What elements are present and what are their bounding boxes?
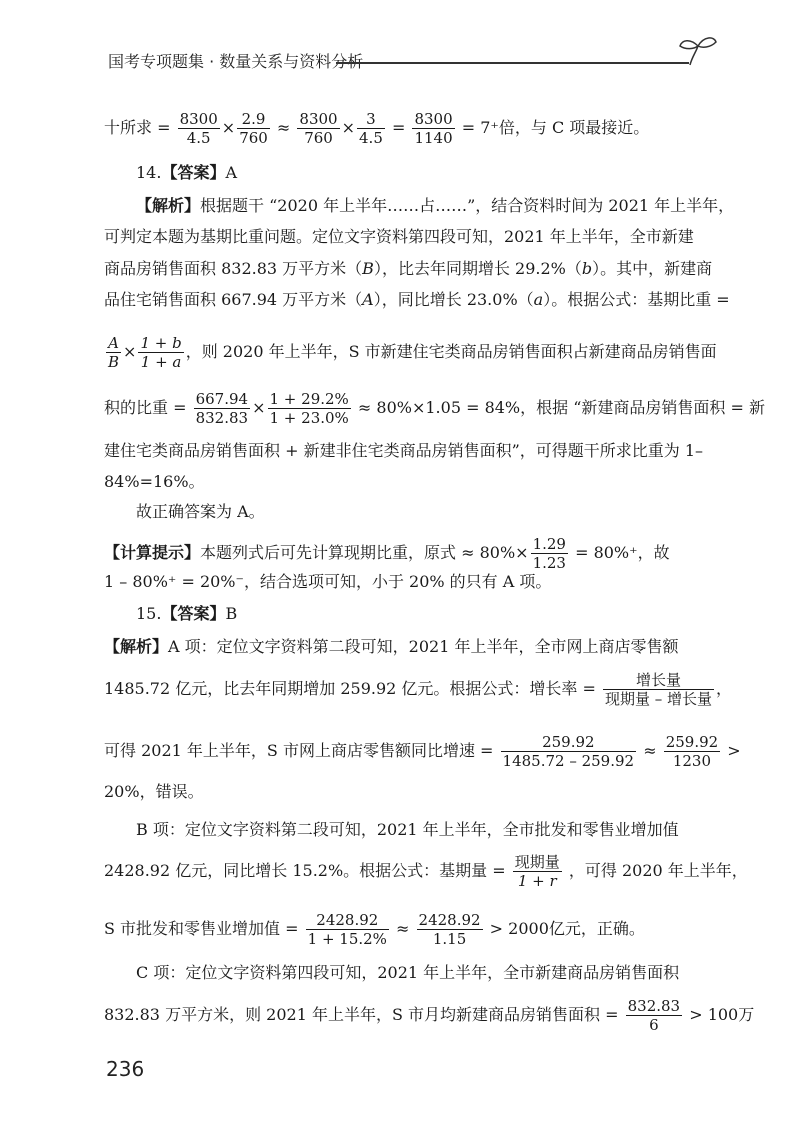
denominator: 1140 — [414, 129, 453, 147]
denominator: 760 — [239, 129, 268, 147]
numerator: 1.29 — [532, 535, 566, 553]
text: 可判定本题为基期比重问题。定位文字资料第四段可知，2021 年上半年，全市新建 — [104, 227, 694, 246]
denominator: 1485.72 – 259.92 — [502, 752, 635, 770]
text: = 7⁺倍，与 C 项最接近。 — [461, 118, 650, 137]
denominator: 4.5 — [186, 129, 211, 147]
numerator: 2428.92 — [418, 911, 481, 929]
line-3 — [136, 196, 734, 216]
fraction — [513, 853, 562, 890]
numerator: 3 — [357, 110, 385, 129]
denominator: B — [108, 353, 120, 371]
approx-sign: ≈ — [643, 741, 657, 760]
fraction — [268, 390, 351, 427]
line-13 — [104, 572, 551, 592]
numerator: 增长量 — [603, 671, 714, 690]
line-23 — [104, 997, 754, 1034]
text: ，则 2020 年上半年，S 市新建住宅类商品房销售面积占新建商品房销售面 — [185, 342, 717, 361]
denominator: 760 — [304, 129, 333, 147]
equals-sign: = — [391, 118, 406, 137]
text: > — [727, 741, 741, 760]
fraction — [531, 535, 568, 572]
text: 可得 2021 年上半年，S 市网上商店零售额同比增速 = — [104, 741, 494, 760]
text: 84%=16%。 — [104, 472, 205, 491]
numerator: 259.92 — [501, 733, 637, 752]
fraction — [178, 110, 220, 147]
header-rule — [336, 62, 689, 64]
line-10 — [104, 472, 205, 492]
text: 根据题干 “2020 年上半年……占……”，结合资料时间为 2021 年上半年， — [200, 196, 735, 215]
analysis-label: 【解析】 — [104, 637, 169, 656]
times-sign: × — [123, 342, 137, 361]
line-12 — [104, 535, 670, 572]
numerator: 1 + 29.2% — [269, 390, 349, 408]
line-16 — [104, 671, 732, 708]
fraction — [357, 110, 385, 147]
denominator: 4.5 — [359, 129, 383, 147]
times-sign: × — [252, 398, 266, 417]
question-number: 15. — [136, 604, 162, 623]
denominator: 1.23 — [532, 554, 566, 572]
denominator: 现期量 – 增长量 — [605, 690, 713, 708]
numerator: 8300 — [179, 110, 218, 128]
text: ，可得 2020 年上半年， — [568, 861, 748, 880]
denominator: 1230 — [672, 752, 712, 770]
text: 本题列式后可先计算现期比重，原式 ≈ 80%× — [200, 543, 529, 562]
text: S 市批发和零售业增加值 = — [104, 919, 299, 938]
variable: a — [533, 290, 544, 309]
text: ， — [716, 679, 733, 698]
text: A 项：定位文字资料第二段可知，2021 年上半年，全市网上商店零售额 — [168, 637, 679, 656]
line-7 — [104, 334, 717, 371]
text: ）。根据公式：基期比重 = — [543, 290, 730, 309]
text: 2428.92 亿元，同比增长 15.2%。根据公式：基期量 = — [104, 861, 506, 880]
fraction — [138, 334, 183, 371]
numerator: 8300 — [299, 110, 338, 128]
fraction — [237, 110, 270, 147]
numerator: 832.83 — [627, 997, 681, 1015]
answer-value: A — [225, 163, 238, 182]
text: > 2000亿元，正确。 — [489, 919, 645, 938]
approx-sign: ≈ — [276, 118, 291, 137]
analysis-label: 【解析】 — [136, 196, 201, 215]
denominator: 1 + 15.2% — [307, 930, 387, 948]
line-20 — [104, 853, 748, 890]
numerator: 667.94 — [195, 390, 249, 408]
numerator: 2428.92 — [306, 911, 389, 930]
line-19 — [136, 820, 679, 840]
answer-value: B — [225, 604, 238, 623]
text: 品住宅销售面积 667.94 万平方米（ — [104, 290, 363, 309]
q14-answer — [136, 163, 237, 183]
q15-answer — [136, 604, 237, 624]
fraction — [106, 334, 121, 371]
fraction — [664, 733, 721, 770]
denominator: 1 + 23.0% — [269, 409, 349, 427]
denominator: 832.83 — [195, 409, 249, 427]
numerator: 现期量 — [514, 853, 560, 871]
approx-sign: ≈ — [396, 919, 410, 938]
line-21 — [104, 911, 645, 948]
text: ），同比增长 23.0%（ — [373, 290, 534, 309]
question-number: 14. — [136, 163, 162, 182]
page-number: 236 — [106, 1057, 145, 1081]
line-11 — [136, 502, 265, 522]
line-8 — [104, 390, 765, 427]
text: ）。其中，新建商 — [592, 259, 713, 278]
denominator: 6 — [649, 1016, 659, 1034]
fraction — [603, 671, 714, 708]
fraction — [417, 911, 483, 948]
numerator: 259.92 — [665, 733, 719, 751]
text: B 项：定位文字资料第二段可知，2021 年上半年，全市批发和零售业增加值 — [136, 820, 679, 839]
line-9 — [104, 441, 703, 461]
numerator: 2.9 — [237, 110, 270, 129]
line-5 — [104, 259, 712, 279]
header-title: 国考专项题集 · 数量关系与资料分析 — [108, 52, 364, 71]
text: 建住宅类商品房销售面积 + 新建非住宅类商品房销售面积”，可得题干所求比重为 1– — [104, 441, 704, 460]
text: 商品房销售面积 832.83 万平方米（ — [104, 259, 363, 278]
text: 积的比重 = — [104, 398, 187, 417]
hint-label: 【计算提示】 — [104, 543, 201, 562]
text: 故正确答案为 A。 — [136, 502, 265, 521]
line-18 — [104, 782, 204, 802]
fraction — [297, 110, 339, 147]
fraction — [626, 997, 683, 1034]
numerator: A — [106, 334, 121, 353]
line-17 — [104, 733, 741, 770]
denominator: 1 + r — [517, 872, 557, 890]
answer-label: 【答案】 — [161, 163, 226, 182]
text: 1485.72 亿元，比去年同期增加 259.92 亿元。根据公式：增长率 = — [104, 679, 596, 698]
line-1 — [104, 110, 649, 147]
line-6 — [104, 290, 730, 310]
fraction — [501, 733, 637, 770]
text: ≈ 80%×1.05 = 84%，根据 “新建商品房销售面积 = 新 — [357, 398, 765, 417]
line-4 — [104, 227, 694, 247]
line-15 — [104, 637, 678, 657]
fraction — [306, 911, 389, 948]
numerator: 1 + b — [140, 334, 182, 352]
text: 20%，错误。 — [104, 782, 204, 801]
answer-label: 【答案】 — [161, 604, 226, 623]
variable: A — [362, 290, 374, 309]
text: C 项：定位文字资料第四段可知，2021 年上半年，全市新建商品房销售面积 — [136, 963, 680, 982]
sprout-icon — [678, 32, 718, 68]
denominator: 1.15 — [432, 930, 467, 948]
fraction — [194, 390, 251, 427]
text: > 100万 — [689, 1005, 755, 1024]
line-22 — [136, 963, 679, 983]
times-sign: × — [221, 118, 236, 137]
text: 832.83 万平方米，则 2021 年上半年，S 市月均新建商品房销售面积 = — [104, 1005, 619, 1024]
denominator: 1 + a — [140, 353, 182, 371]
text: 1 – 80%⁺ = 20%⁻，结合选项可知，小于 20% 的只有 A 项。 — [104, 572, 552, 591]
times-sign: × — [341, 118, 356, 137]
text: ），比去年同期增长 29.2%（ — [373, 259, 582, 278]
variable: B — [362, 259, 374, 278]
text: = 80%⁺，故 — [575, 543, 670, 562]
text: 十所求 = — [104, 118, 171, 137]
fraction — [412, 110, 454, 147]
variable: b — [581, 259, 593, 278]
numerator: 8300 — [414, 110, 453, 128]
